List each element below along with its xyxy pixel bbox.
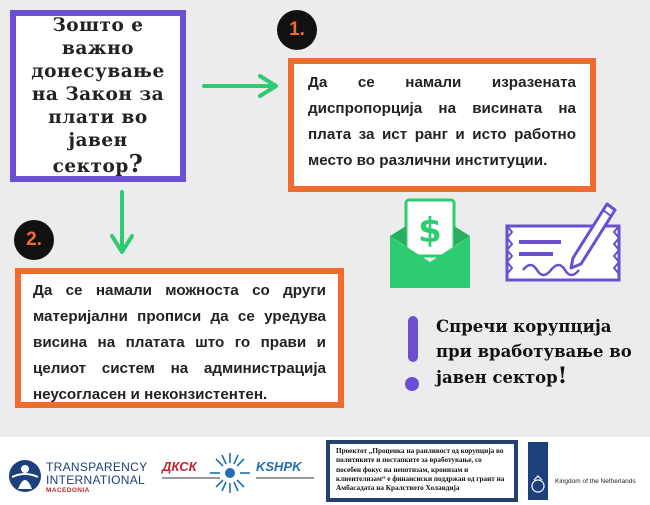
dksk-subtitle-line — [162, 477, 220, 479]
arrow-down-icon — [108, 188, 136, 260]
sunburst-logo-icon — [208, 451, 252, 495]
callout-text — [436, 314, 646, 390]
title-text: Зошто е важно донесување на Закон за плати во јавен сектор — [31, 15, 165, 177]
project-text: Проектот „Проценка на ранливост од корупција во политиките и постапките за вработување, со посебен фокус на непотизам, кронизам и клиентелизам“ е финансиски поддржан од грант на Амбасадата на Кралството Холандија — [336, 447, 505, 493]
ti-line-2: INTERNATIONAL — [46, 473, 146, 487]
netherlands-emblem-icon — [528, 442, 548, 500]
callout-message: Спречи корупција при вработување во јавен сектор — [436, 317, 632, 387]
transparency-international-text — [46, 461, 147, 494]
kshpk-logo-text: KSHPK — [256, 459, 302, 474]
ti-line-1: TRANSPARENCY — [46, 460, 148, 474]
ti-sub: MACEDONIA — [46, 487, 90, 494]
kshpk-subtitle-line — [256, 477, 314, 479]
svg-text:$: $ — [418, 211, 442, 251]
point-2-text: Да се намали можноста со други материјални прописи да се уредува висина на платата што го прави и целиот систем на администрација неусогласен и неконзистентен. — [33, 282, 326, 403]
point-1-box — [288, 58, 596, 192]
title-box — [10, 10, 186, 182]
money-envelope-icon — [388, 196, 472, 290]
transparency-international-logo-icon — [8, 459, 42, 493]
arrow-right-icon — [200, 72, 284, 100]
page-title — [16, 14, 180, 178]
title-question-mark: ? — [128, 149, 144, 178]
cheque-signature-icon — [503, 196, 623, 284]
exclamation-dot-icon — [405, 377, 419, 391]
point-2-box — [15, 268, 344, 408]
callout-exclamation: ! — [557, 363, 568, 389]
number-badge-2: 2. — [14, 220, 54, 260]
exclamation-bar-icon — [408, 316, 418, 362]
project-box — [326, 440, 518, 502]
number-badge-1: 1. — [277, 10, 317, 50]
netherlands-text: Kingdom of the Netherlands — [555, 478, 636, 485]
dksk-logo-text: ДКСК — [162, 459, 197, 474]
point-1-text: Да се намали изразената диспропорција на висината на плата за ист ранг и исто работно место во различни институции. — [308, 74, 576, 169]
